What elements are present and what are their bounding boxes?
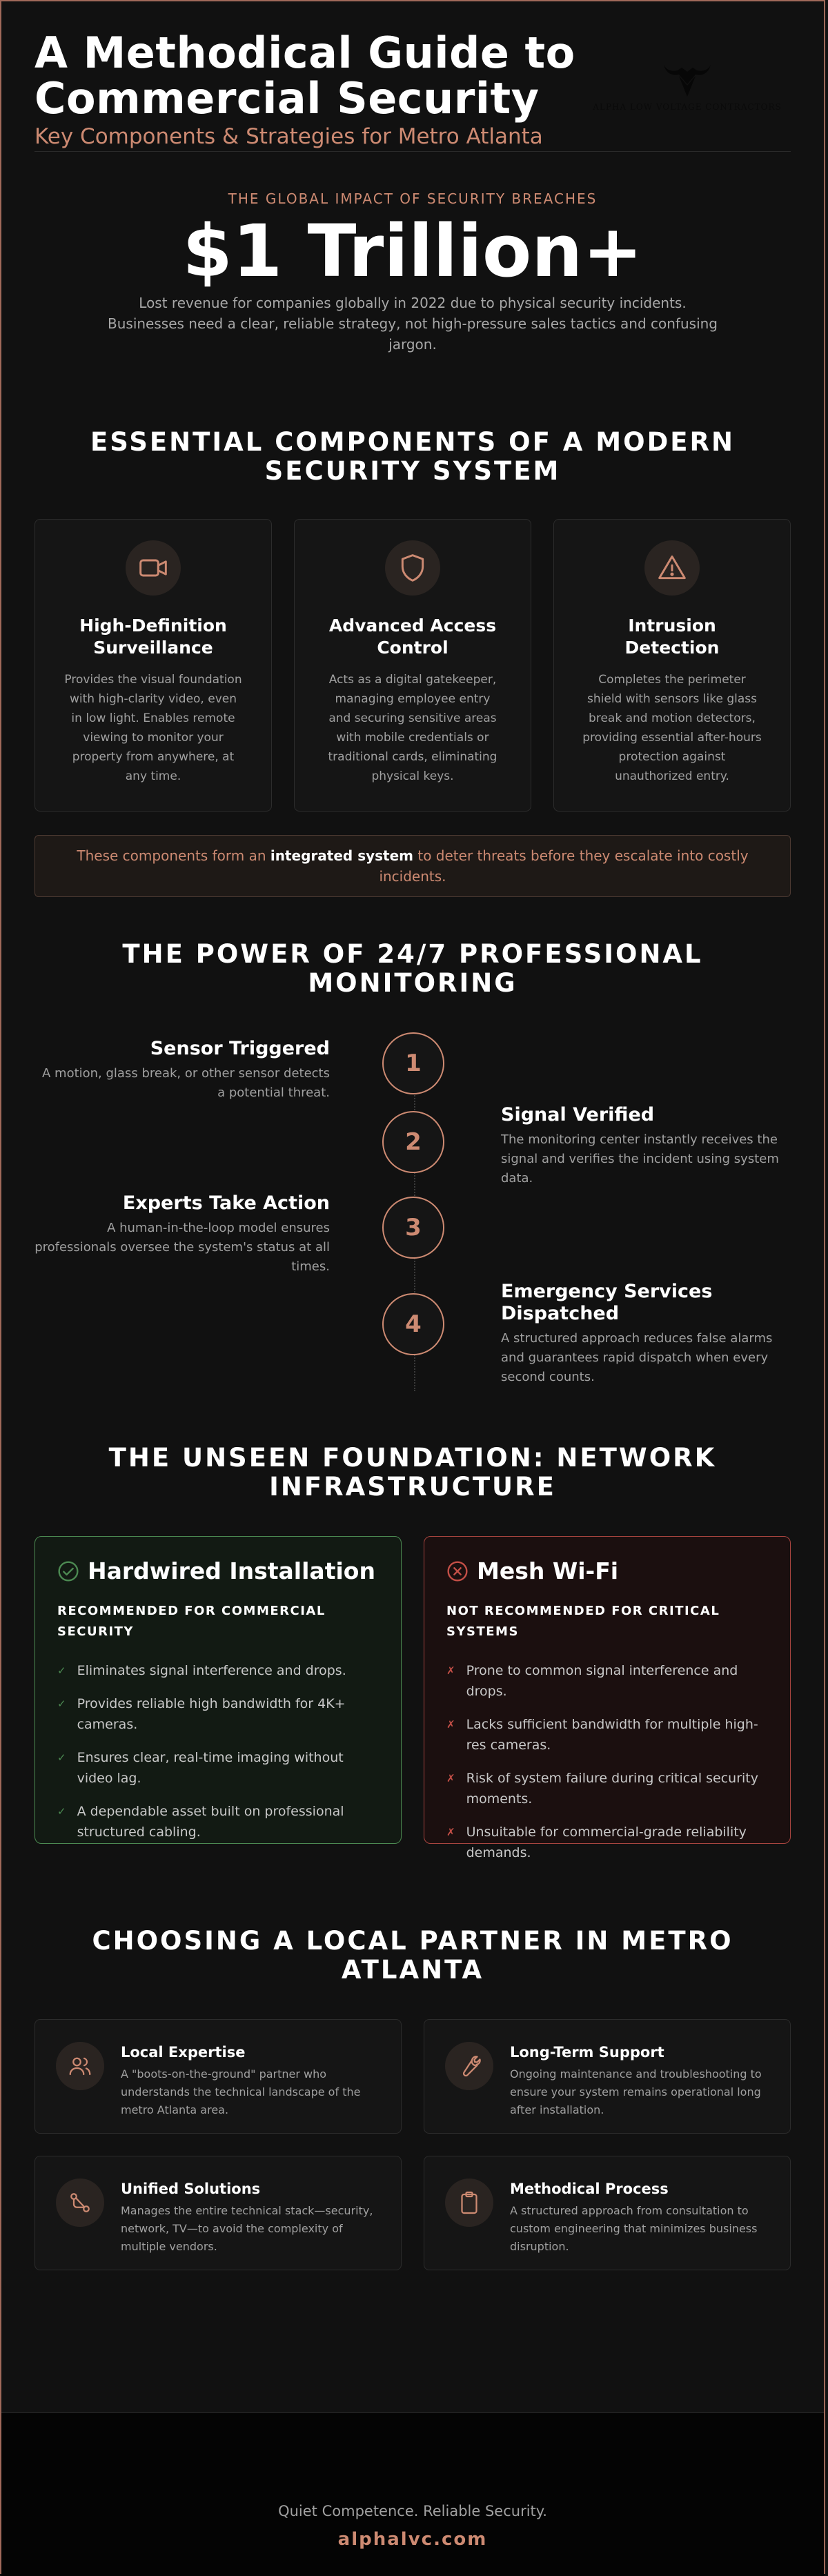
users-icon	[68, 2054, 92, 2078]
infrastructure-heading: THE UNSEEN FOUNDATION: NETWORK INFRASTRUCTURE	[108, 1443, 717, 1502]
company-logo	[584, 30, 791, 112]
partner-section	[34, 1927, 791, 2270]
integration-banner	[34, 835, 791, 897]
impact-description: Lost revenue for companies globally in 2022 due to physical security incidents. Businesses need a clear, reliable strategy, not high-pressure sales tactics and confusing jargon.	[108, 295, 718, 353]
component-card-intrusion	[553, 519, 791, 812]
step-title: Experts Take Action	[122, 1192, 330, 1214]
component-text: Completes the perimeter shield with sensors like glass break and motion detectors, providing essential after-hours protection against unauthorized entry.	[582, 673, 762, 783]
impact-section	[34, 152, 791, 428]
wrench-icon	[457, 2054, 482, 2078]
partner-card-title: Methodical Process	[510, 2181, 669, 2197]
video-camera-icon	[138, 553, 168, 583]
x-circle-icon	[446, 1560, 469, 1582]
route-icon	[68, 2190, 92, 2215]
hardwired-title: Hardwired Installation	[88, 1557, 375, 1584]
step-number-2: 2	[382, 1111, 444, 1173]
title-line-2: Commercial Security	[34, 73, 540, 124]
check-mark-icon: ✓	[57, 1664, 66, 1677]
list-item: ✗ Unsuitable for commercial-grade reliability demands.	[446, 1822, 768, 1863]
hardwired-list	[57, 1660, 379, 1842]
timeline-step-2	[501, 1104, 796, 1188]
component-text: Provides the visual foundation with high-clarity video, even in low light. Enables remote viewing to monitor your property from anywhere, at any time.	[64, 673, 242, 783]
hardwired-subtitle: RECOMMENDED FOR COMMERCIAL SECURITY	[57, 1604, 326, 1639]
components-heading: ESSENTIAL COMPONENTS OF A MODERN SECURITY SYSTEM	[90, 427, 736, 486]
title-block	[34, 30, 575, 149]
banner-text-bold: integrated system	[270, 847, 413, 864]
step-title: Signal Verified	[501, 1104, 655, 1125]
list-item: ✗ Prone to common signal interference and drops.	[446, 1660, 768, 1702]
mesh-wifi-title: Mesh Wi-Fi	[477, 1557, 619, 1584]
partner-card-title: Unified Solutions	[121, 2181, 261, 2197]
check-mark-icon: ✓	[57, 1698, 66, 1710]
partner-card-text: A "boots-on-the-ground" partner who understands the technical landscape of the metro Atlanta area.	[121, 2067, 361, 2116]
step-title: Emergency Services Dispatched	[501, 1281, 713, 1324]
step-number-1: 1	[382, 1032, 444, 1094]
monitoring-section	[34, 940, 791, 1444]
step-text: A human-in-the-loop model ensures professionals oversee the system's status at all times.	[34, 1221, 330, 1274]
x-mark-icon: ✗	[446, 1772, 455, 1784]
list-item: ✗ Risk of system failure during critical security moments.	[446, 1768, 768, 1809]
banner-text-pre: These components form an	[77, 847, 270, 864]
partner-card-title: Local Expertise	[121, 2044, 246, 2061]
check-mark-icon: ✓	[57, 1805, 66, 1818]
component-title: High-Definition Surveillance	[79, 616, 227, 658]
x-mark-icon: ✗	[446, 1826, 455, 1838]
logo-text: ALPHA LOW VOLTAGE CONTRACTORS	[593, 102, 782, 112]
partner-heading: CHOOSING A LOCAL PARTNER IN METRO ATLANTA	[92, 1926, 733, 1985]
page-footer	[1, 2412, 824, 2576]
monitoring-heading: THE POWER OF 24/7 PROFESSIONAL MONITORING	[122, 939, 703, 998]
list-item: ✗ Lacks sufficient bandwidth for multiple high-res cameras.	[446, 1714, 768, 1756]
warning-triangle-icon	[657, 553, 687, 583]
monitoring-timeline	[34, 1032, 791, 1412]
check-mark-icon: ✓	[57, 1751, 66, 1764]
check-circle-icon	[57, 1560, 79, 1582]
step-text: The monitoring center instantly receives the signal and verifies the incident using system data.	[501, 1132, 779, 1186]
component-card-access-control	[294, 519, 531, 812]
step-title: Sensor Triggered	[150, 1038, 330, 1059]
partner-card-unified-solutions	[34, 2156, 402, 2270]
list-item: ✓ Ensures clear, real-time imaging without video lag.	[57, 1747, 379, 1789]
list-item: ✓ A dependable asset built on professional structured cabling.	[57, 1801, 379, 1842]
mesh-wifi-list	[446, 1660, 768, 1863]
partner-card-text: Ongoing maintenance and troubleshooting to ensure your system remains operational long after installation.	[510, 2067, 762, 2116]
x-mark-icon: ✗	[446, 1664, 455, 1677]
clipboard-icon	[457, 2190, 482, 2215]
hardwired-card	[34, 1536, 402, 1844]
x-mark-icon: ✗	[446, 1718, 455, 1731]
component-title: Intrusion Detection	[624, 616, 720, 658]
page-header	[34, 1, 791, 152]
mesh-wifi-subtitle: NOT RECOMMENDED FOR CRITICAL SYSTEMS	[446, 1604, 720, 1639]
partner-card-methodical-process	[424, 2156, 791, 2270]
partner-card-local-expertise	[34, 2019, 402, 2134]
impact-kicker: THE GLOBAL IMPACT OF SECURITY BREACHES	[228, 190, 598, 207]
partner-card-long-term-support	[424, 2019, 791, 2134]
infrastructure-section	[34, 1444, 791, 1927]
list-item: ✓ Provides reliable high bandwidth for 4K+ cameras.	[57, 1693, 379, 1735]
step-number-4: 4	[382, 1293, 444, 1355]
mesh-wifi-card	[424, 1536, 791, 1860]
component-title: Advanced Access Control	[328, 616, 497, 658]
page-subtitle: Key Components & Strategies for Metro Atlanta	[34, 124, 543, 149]
timeline-step-1	[34, 1038, 330, 1103]
step-text: A motion, glass break, or other sensor detects a potential threat.	[42, 1066, 330, 1100]
timeline-step-3	[34, 1192, 330, 1277]
page-title	[34, 28, 575, 124]
footer-website-link[interactable]: alphalvc.com	[337, 2529, 488, 2550]
component-card-surveillance	[34, 519, 272, 812]
step-text: A structured approach reduces false alarms and guarantees rapid dispatch when every second counts.	[501, 1331, 773, 1384]
footer-tagline: Quiet Competence. Reliable Security.	[278, 2503, 547, 2519]
banner-text-post: to deter threats before they escalate into costly incidents.	[379, 847, 749, 885]
title-line-1: A Methodical Guide to	[34, 28, 575, 78]
timeline-step-4	[501, 1281, 796, 1387]
components-section	[34, 428, 791, 940]
bull-head-icon	[660, 61, 715, 99]
component-text: Acts as a digital gatekeeper, managing employee entry and securing sensitive areas with mobile credentials or traditional cards, eliminating physical keys.	[328, 673, 497, 783]
partner-card-title: Long-Term Support	[510, 2044, 664, 2061]
step-number-3: 3	[382, 1197, 444, 1259]
partner-card-text: A structured approach from consultation to custom engineering that minimizes business disruption.	[510, 2204, 758, 2253]
shield-icon	[397, 553, 428, 583]
partner-card-text: Manages the entire technical stack—security, network, TV—to avoid the complexity of multiple vendors.	[121, 2204, 373, 2253]
impact-value: $1 Trillion+	[182, 209, 643, 293]
list-item: ✓ Eliminates signal interference and drops.	[57, 1660, 379, 1681]
